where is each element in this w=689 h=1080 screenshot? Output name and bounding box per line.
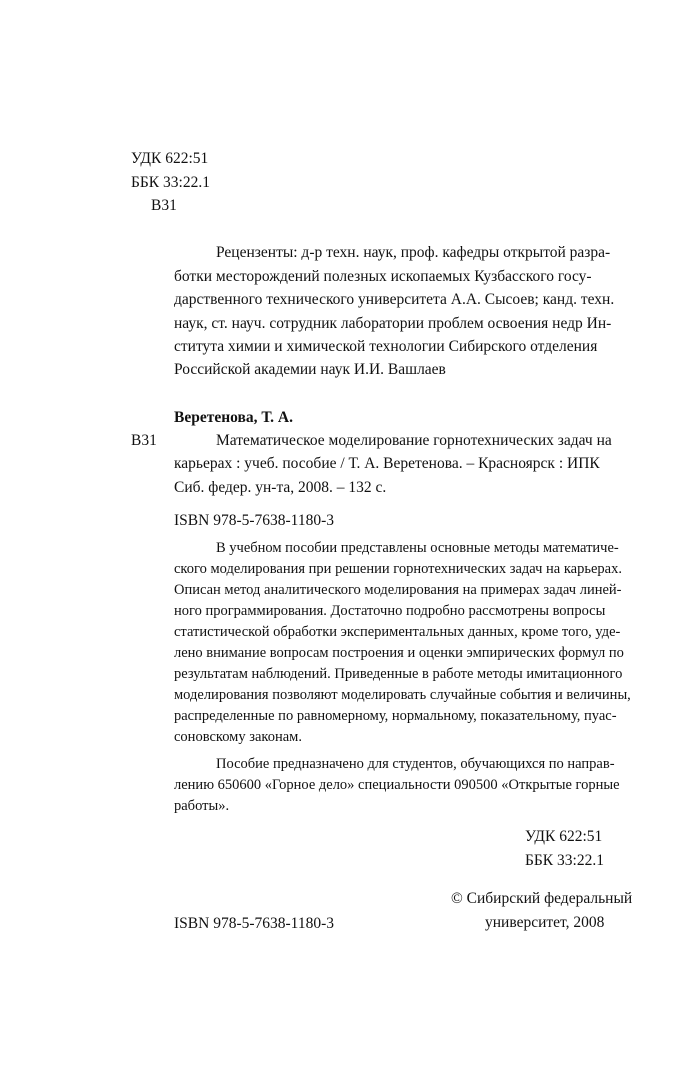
bib-line: карьерах : учеб. пособие / Т. А. Веретенова. – Красноярск : ИПК: [174, 455, 600, 472]
annotation-line: моделирования позволяют моделировать случайные события и величины,: [174, 687, 631, 703]
copyright-line: © Сибирский федеральный: [451, 890, 633, 907]
reviewers-line: Рецензенты: д-р техн. наук, проф. кафедры открытой разра-: [216, 244, 611, 261]
bib-line: Сиб. федер. ун-та, 2008. – 132 с.: [174, 479, 387, 496]
reviewers-line: ботки месторождений полезных ископаемых Кузбасского госу-: [174, 268, 592, 285]
bib-isbn: ISBN 978-5-7638-1180-3: [174, 512, 335, 529]
annotation-line: ного программирования. Достаточно подробно рассмотрены вопросы: [174, 603, 606, 619]
header-bbk: ББК 33:22.1: [131, 174, 210, 191]
reviewers-line: наук, ст. науч. сотрудник лаборатории проблем освоения недр Ин-: [174, 315, 612, 332]
copyright-line: университет, 2008: [485, 914, 605, 931]
bib-code: В31: [131, 432, 157, 449]
annotation-line: лено внимание вопросам построения и оценки эмпирических формул по: [174, 645, 624, 661]
header-udk: УДК 622:51: [131, 150, 209, 167]
annotation-line: результатам наблюдений. Приведенные в работе методы имитационного: [174, 666, 623, 682]
annotation-line: работы».: [174, 798, 230, 814]
reviewers-line: дарственного технического университета А.А. Сысоев; канд. техн.: [174, 291, 615, 308]
annotation-line: статистической обработки экспериментальных данных, кроме того, уде-: [174, 624, 621, 640]
footer-udk: УДК 622:51: [525, 828, 603, 845]
footer-isbn: ISBN 978-5-7638-1180-3: [174, 915, 335, 932]
annotation-line: ского моделирования при решении горнотехнических задач на карьерах.: [174, 561, 622, 577]
header-code: В31: [151, 197, 177, 214]
annotation-line: В учебном пособии представлены основные методы математиче-: [216, 540, 619, 556]
annotation-line: соновскому законам.: [174, 729, 302, 745]
footer-bbk: ББК 33:22.1: [525, 852, 604, 869]
annotation-line: Описан метод аналитического моделирования на примерах задач линей-: [174, 582, 622, 598]
annotation-line: распределенные по равномерному, нормальному, показательному, пуас-: [174, 708, 617, 724]
annotation-line: Пособие предназначено для студентов, обучающихся по направ-: [216, 756, 615, 772]
bib-line: Математическое моделирование горнотехнических задач на: [216, 432, 612, 449]
reviewers-line: ститута химии и химической технологии Сибирского отделения: [174, 338, 598, 355]
bib-author: Веретенова, Т. А.: [174, 409, 293, 426]
annotation-line: лению 650600 «Горное дело» специальности 090500 «Открытые горные: [174, 777, 620, 793]
reviewers-line: Российской академии наук И.И. Вашлаев: [174, 361, 446, 378]
